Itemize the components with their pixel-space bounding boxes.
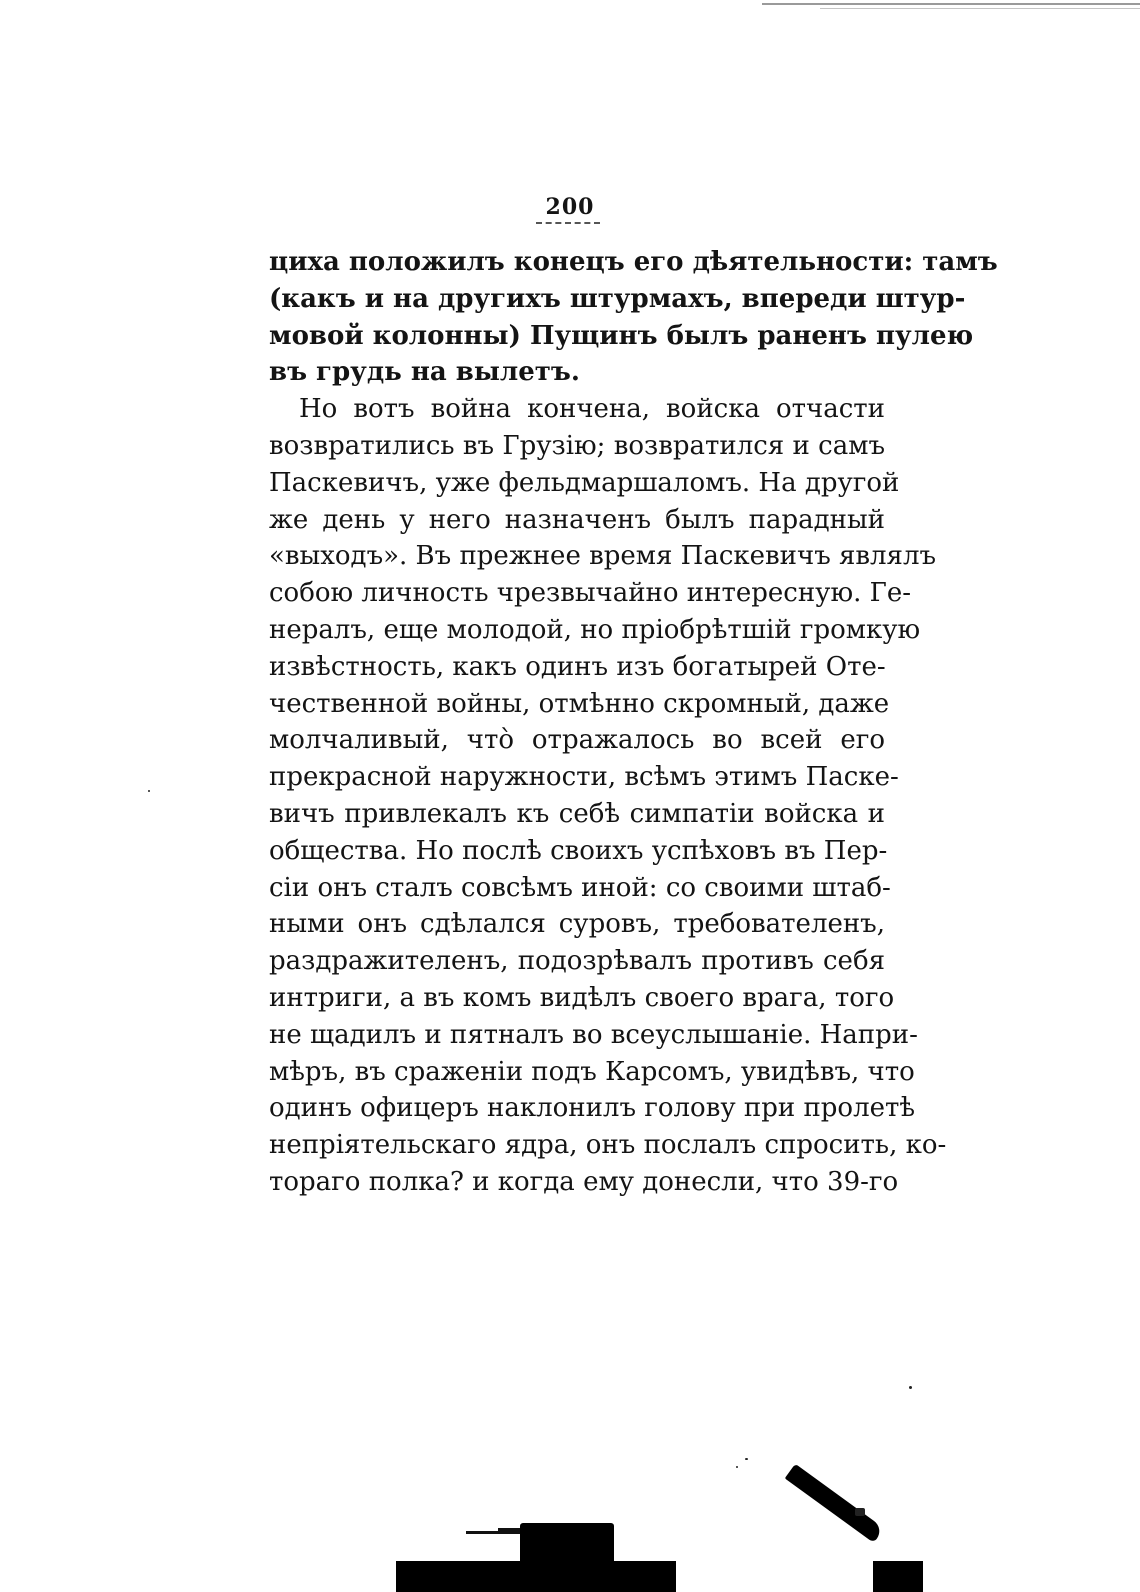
scan-edge-rule xyxy=(762,3,1140,5)
text-line: (какъ и на другихъ штурмахъ, впереди штур- xyxy=(269,283,966,314)
page-number: 200 xyxy=(545,194,595,220)
text-line: же день у него назначенъ былъ парадный xyxy=(269,504,885,535)
text-line: общества. Но послѣ своихъ успѣховъ въ Пер- xyxy=(269,835,888,866)
body-text xyxy=(269,244,998,1201)
text-line: мѣръ, въ сраженіи подъ Карсомъ, увидѣвъ, что xyxy=(269,1056,915,1087)
page-number-underline xyxy=(536,222,600,226)
text-line: Паскевичъ, уже фельдмаршаломъ. На другой xyxy=(269,467,900,498)
text-line: молчаливый, что̀ отражалось во всей его xyxy=(269,725,885,756)
text-line: циха положилъ конецъ его дѣятельности: тамъ xyxy=(269,247,998,277)
text-line: чественной войны, отмѣнно скромный, даже xyxy=(269,688,890,719)
text-line: возвратились въ Грузію; возвратился и самъ xyxy=(269,430,885,461)
text-line: прекрасной наружности, всѣмъ этимъ Паске- xyxy=(269,762,899,793)
text-line: сіи онъ сталъ совсѣмъ иной: со своими штаб- xyxy=(269,872,891,903)
text-line: ными онъ сдѣлался суровъ, требователенъ, xyxy=(269,909,885,940)
scan-artifact-line xyxy=(498,1528,522,1532)
text-line: тораго полка? и когда ему донесли, что 39-го xyxy=(269,1166,899,1197)
scan-speck xyxy=(745,1458,748,1460)
text-line: одинъ офицеръ наклонилъ голову при пролетѣ xyxy=(269,1093,916,1124)
text-line: непріятельскаго ядра, онъ послалъ спросить, ко- xyxy=(269,1130,947,1161)
scan-edge-rule-secondary xyxy=(820,8,1140,9)
text-line: Но вотъ война кончена, войска отчасти xyxy=(299,394,885,425)
text-line: въ грудь на вылетъ. xyxy=(269,357,580,388)
scan-speck xyxy=(148,790,150,792)
text-line: вичъ привлекалъ къ себѣ симпатіи войска и xyxy=(269,798,885,829)
text-line: не щадилъ и пятналъ во всеуслышаніе. Напри- xyxy=(269,1019,918,1050)
scan-artifact-stroke xyxy=(785,1464,885,1543)
text-line: собою личность чрезвычайно интересную. Ге- xyxy=(269,578,912,609)
text-line: «выходъ». Въ прежнее время Паскевичъ являлъ xyxy=(269,541,937,572)
text-line: нералъ, еще молодой, но пріобрѣтшій громкую xyxy=(269,614,921,645)
text-line: извѣстность, какъ одинъ изъ богатырей Оте- xyxy=(269,651,886,682)
text-line: мовой колонны) Пущинъ былъ раненъ пулею xyxy=(269,320,974,351)
scan-speck xyxy=(736,1466,738,1468)
scan-speck xyxy=(855,1508,865,1516)
text-line: интриги, а въ комъ видѣлъ своего врага, того xyxy=(269,982,895,1013)
scan-speck xyxy=(909,1386,912,1389)
scan-artifact-blot xyxy=(396,1561,676,1592)
text-line: раздражителенъ, подозрѣвалъ противъ себя xyxy=(269,946,885,977)
scan-artifact-blot xyxy=(873,1561,923,1592)
